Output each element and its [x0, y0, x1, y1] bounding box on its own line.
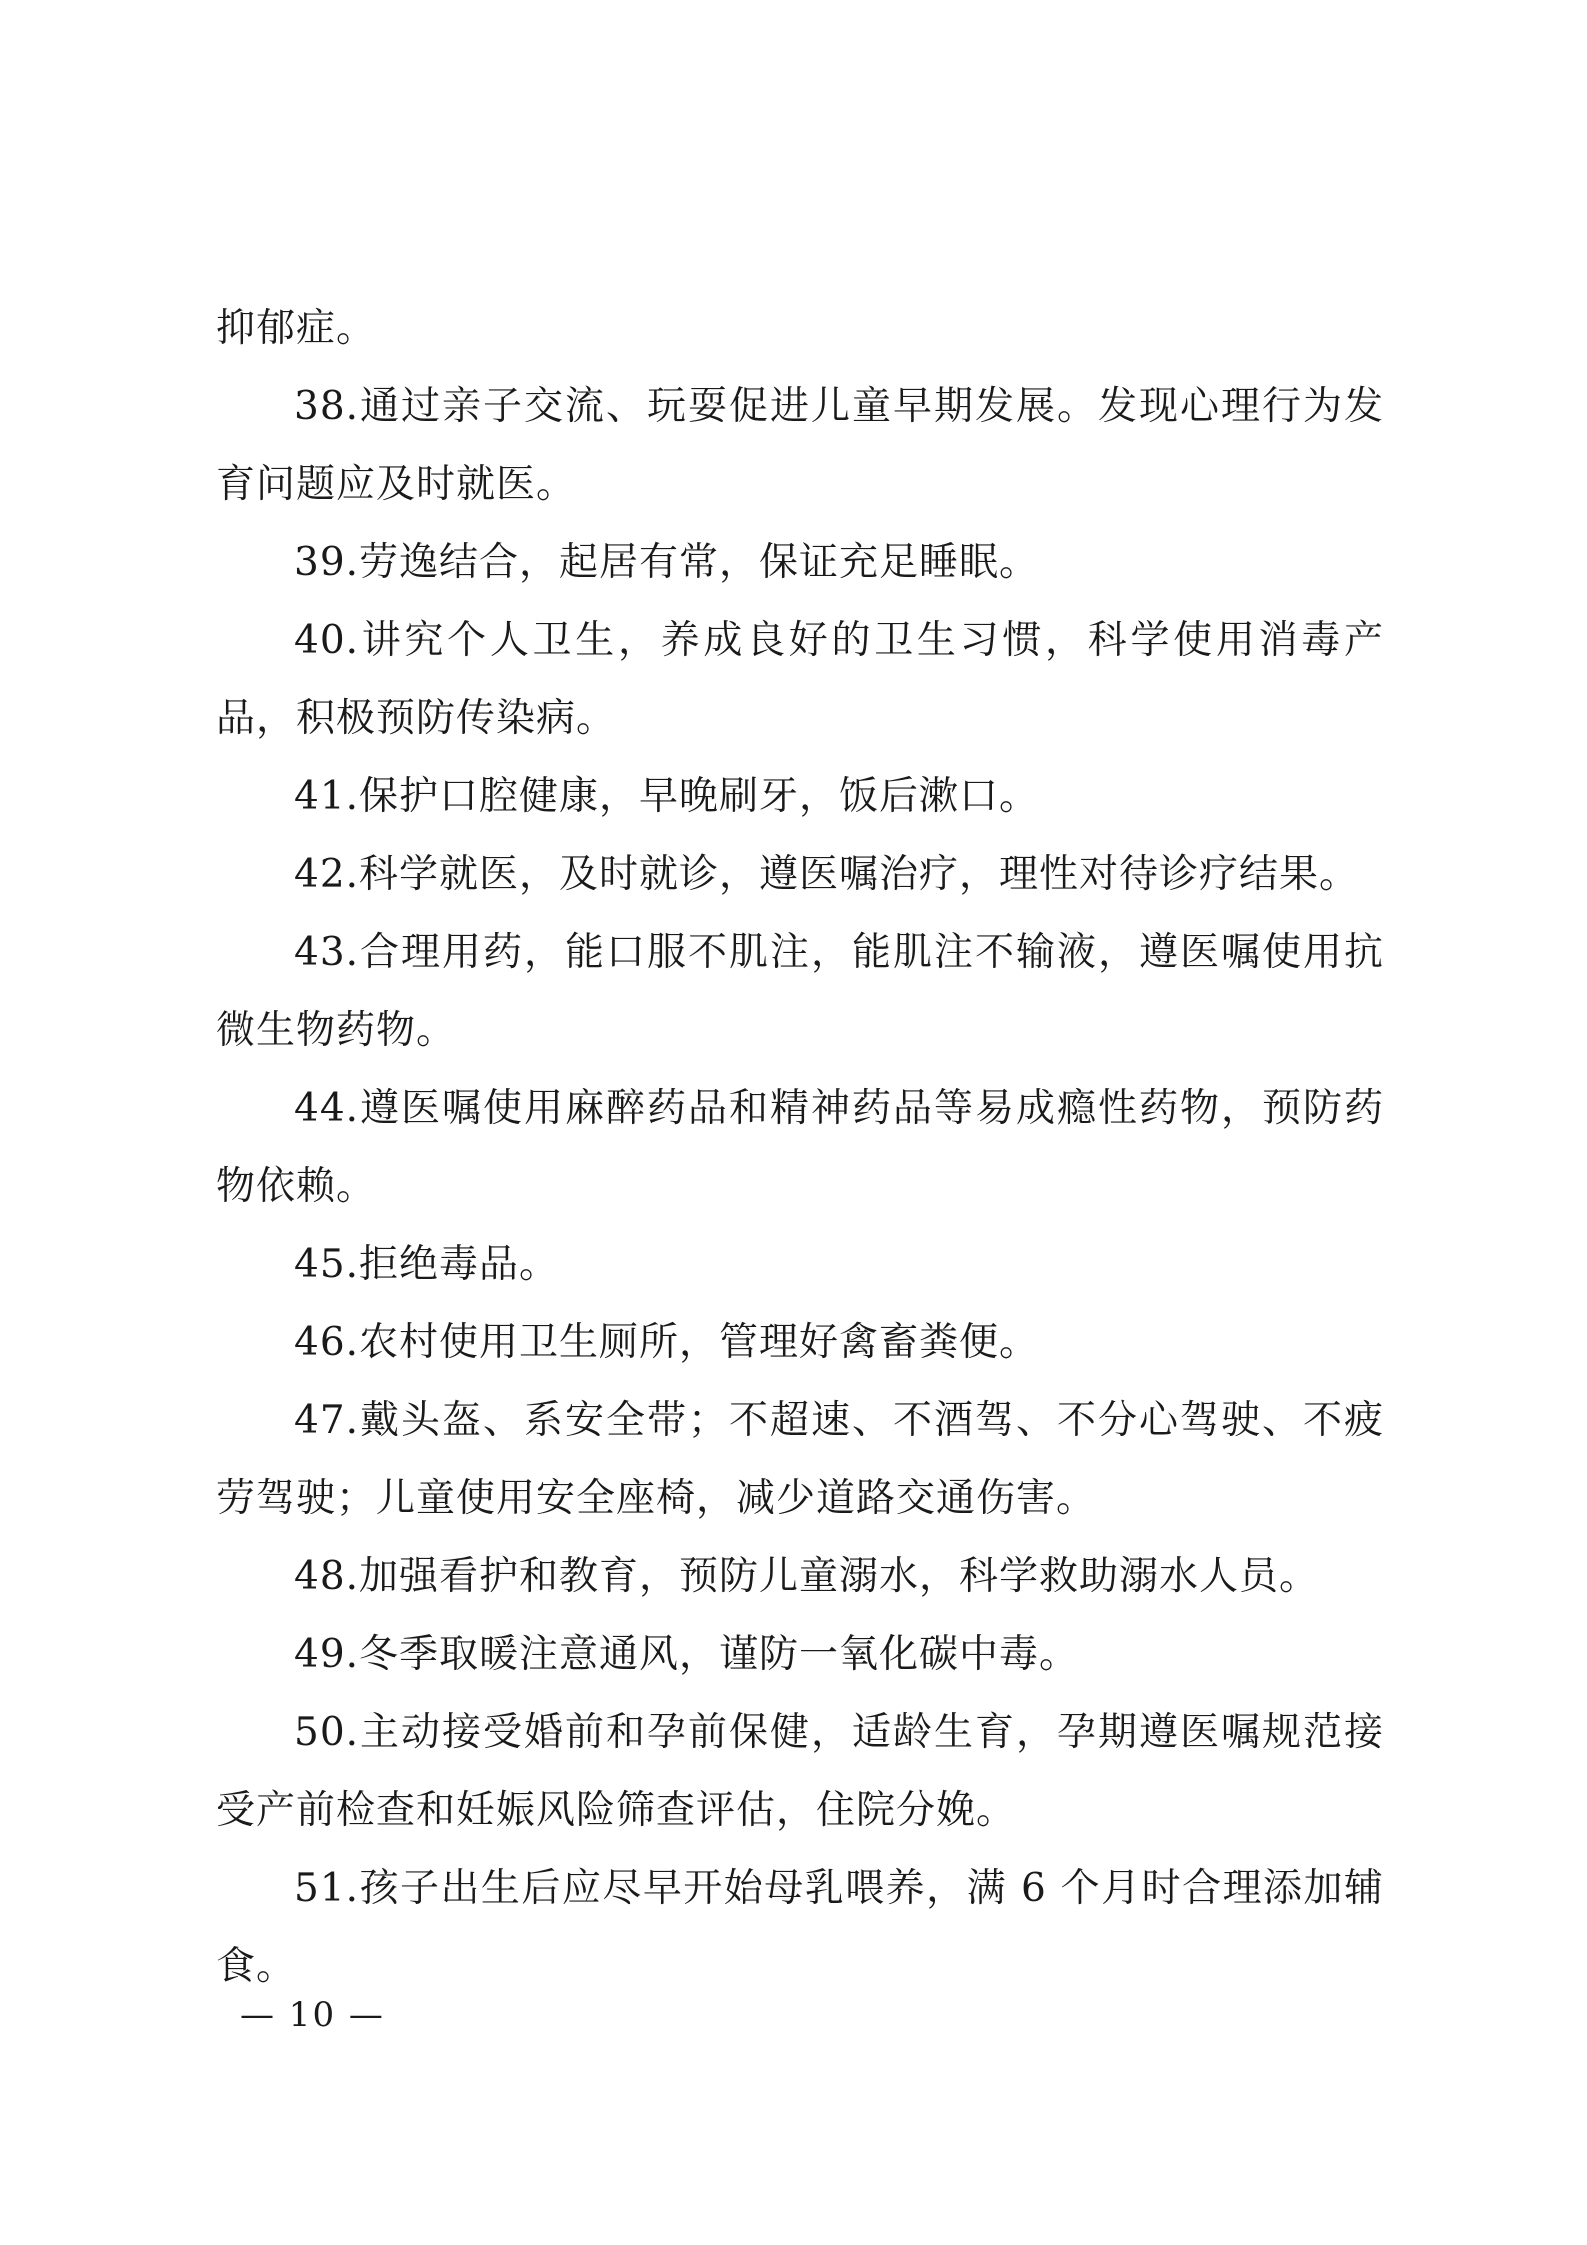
body-text [216, 290, 1384, 2006]
paragraph-item-44: 44.遵医嘱使用麻醉药品和精神药品等易成瘾性药物，预防药物依赖。 [216, 1086, 1384, 1209]
paragraph-continuation: 抑郁症。 [216, 306, 377, 351]
paragraph-item-40: 40.讲究个人卫生，养成良好的卫生习惯，科学使用消毒产品，积极预防传染病。 [216, 618, 1384, 741]
paragraph-item-46: 46.农村使用卫生厕所，管理好禽畜粪便。 [294, 1320, 1040, 1365]
paragraph-item-50: 50.主动接受婚前和孕前保健，适龄生育，孕期遵医嘱规范接受产前检查和妊娠风险筛查评估，住院分娩。 [216, 1710, 1384, 1833]
paragraph-item-47: 47.戴头盔、系安全带；不超速、不酒驾、不分心驾驶、不疲劳驾驶；儿童使用安全座椅，减少道路交通伤害。 [216, 1398, 1384, 1521]
paragraph-item-42: 42.科学就医，及时就诊，遵医嘱治疗，理性对待诊疗结果。 [294, 852, 1360, 897]
paragraph-item-48: 48.加强看护和教育，预防儿童溺水，科学救助溺水人员。 [294, 1554, 1320, 1599]
paragraph-item-39: 39.劳逸结合，起居有常，保证充足睡眠。 [294, 540, 1040, 585]
paragraph-item-51: 51.孩子出生后应尽早开始母乳喂养，满 6 个月时合理添加辅食。 [216, 1866, 1384, 1989]
paragraph-item-38: 38.通过亲子交流、玩耍促进儿童早期发展。发现心理行为发育问题应及时就医。 [216, 384, 1384, 507]
page-number: — 10 — [240, 1995, 385, 2035]
paragraph-item-45: 45.拒绝毒品。 [294, 1242, 560, 1287]
paragraph-item-43: 43.合理用药，能口服不肌注，能肌注不输液，遵医嘱使用抗微生物药物。 [216, 930, 1384, 1053]
paragraph-item-41: 41.保护口腔健康，早晚刷牙，饭后漱口。 [294, 774, 1040, 819]
paragraph-item-49: 49.冬季取暖注意通风，谨防一氧化碳中毒。 [294, 1632, 1080, 1677]
